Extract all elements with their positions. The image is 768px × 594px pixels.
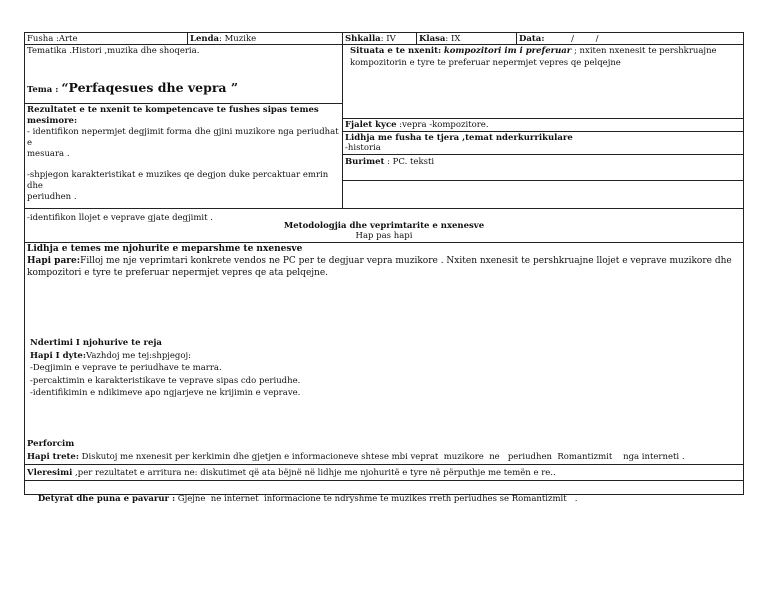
ndertimi-line: -Degjimin e veprave te periudhave te marra.	[30, 363, 222, 373]
tema-separator: :	[52, 85, 62, 95]
rezultatet-heading-cont: mesimore:	[27, 116, 78, 126]
fjalet-label: Fjalet kyce	[345, 120, 397, 130]
tema-label: Tema	[27, 85, 53, 95]
vleresimi-label: Vleresimi	[27, 468, 73, 478]
tematika-text: Tematika .Histori ,muzika dhe shoqeria.	[27, 46, 200, 56]
situata-label: Situata e te nxenit:	[350, 46, 442, 56]
burimet-value: : PC. teksti	[384, 157, 435, 167]
perforcim-heading: Perforcim	[27, 439, 75, 449]
data-value: / /	[571, 34, 599, 44]
hapi-pare-text: Filloj me nje veprimtari konkrete vendos ne PC per te degjuar vepra muzikore . Nxiten nxenesit te pershkruajne llojet e veprave muzikore dhe	[80, 256, 732, 266]
lenda-label: Lenda	[190, 34, 220, 44]
rezultatet-item: - identifikon nepermjet degjimit forma dhe gjini muzikore nga periudhat e	[27, 127, 339, 148]
metodologjia-title: Metodologjia dhe veprimtarite e nxenesve	[283, 221, 485, 231]
situata-text-cont: kompozitorin e tyre te preferuar nepermjet vepres qe pelqejne	[350, 58, 621, 68]
vleresimi	[24, 467, 744, 479]
ndertimi-heading: Ndertimi I njohurive te reja	[30, 338, 162, 348]
situata-text: ; nxiten nxenesit te pershkruajne	[571, 46, 717, 56]
hapi-pare-label: Hapi pare:	[27, 256, 81, 266]
lidhja-fusha-value: -historia	[345, 143, 381, 153]
burimet-label: Burimet	[345, 157, 385, 167]
ndertimi-section	[27, 336, 742, 401]
situata-emphasis: kompozitori im i preferuar	[443, 46, 572, 56]
lidhja-njohurite-heading: Lidhja e temes me njohurite e meparshme te nxenesve	[27, 244, 303, 254]
fjalet-kyce	[342, 119, 744, 131]
rezultatet-heading: Rezultatet e te nxenit te kompetencave te fushes sipas temes	[27, 105, 319, 115]
fjalet-value: :vepra -kompozitore.	[396, 120, 489, 130]
hapi-pare-text-cont: kompozitori e tyre te preferuar nepermjet vepres qe ata pelqejne.	[27, 268, 329, 278]
vleresimi-text: ,per rezultatet e arritura ne: diskutimet që ata bëjnë në lidhje me njohuritë e tyre në përputhje me temën e re..	[72, 468, 556, 478]
lenda-value: : Muzike	[219, 34, 257, 44]
hapi-trete-label: Hapi trete:	[27, 451, 79, 462]
lidhja-fusha-label: Lidhja me fusha te tjera ,temat nderkurrikulare	[345, 133, 573, 143]
data-label: Data:	[519, 34, 545, 44]
rezultatet-item: -shpjegon karakteristikat e muzikes qe degjon duke percaktuar emrin dhe	[27, 170, 329, 191]
hapi-dyte-text: Vazhdoj me tej:shpjegoj:	[85, 350, 191, 361]
hapi-trete-text: Diskutoj me nxenesit per kerkimin dhe gjetjen e informacioneve shtese mbi veprat muzikore ne periudhen Romantizmit nga interneti .	[78, 451, 685, 462]
rezultatet-item-cont: periudhen .	[27, 192, 77, 202]
ndertimi-line: -identifikimin e ndikimeve apo ngjarjeve ne krijimin e veprave.	[30, 388, 301, 398]
tema-value: “Perfaqesues dhe vepra ”	[61, 80, 239, 95]
rezultatet-item: -identifikon llojet e veprave gjate degjimit .	[27, 213, 213, 223]
ndertimi-line: -percaktimin e karakteristikave te veprave sipas cdo periudhe.	[30, 375, 301, 386]
detyrat	[24, 483, 744, 515]
metodologjia-subtitle: Hap pas hapi	[355, 231, 413, 241]
situata-section	[344, 44, 744, 70]
metodologjia-heading	[24, 220, 744, 242]
lidhja-njohurite	[24, 242, 744, 280]
shkalla-label: Shkalla	[345, 34, 381, 44]
perforcim-section	[24, 437, 744, 464]
detyrat-text: Gjejne ne internet informacione te ndryshme te muzikes rreth periudhes se Romantizmit .	[175, 494, 578, 504]
burimet	[342, 156, 744, 168]
hapi-dyte-label: Hapi I dyte:	[30, 350, 86, 361]
detyrat-label: Detyrat dhe puna e pavarur :	[37, 494, 176, 504]
fusha-field: Fusha :Arte	[27, 34, 78, 44]
rezultatet-section	[24, 104, 342, 225]
tema-line	[24, 76, 342, 97]
lidhja-fusha	[342, 132, 744, 154]
shkalla-value: : IV	[380, 34, 396, 44]
klasa-label: Klasa	[419, 34, 446, 44]
rezultatet-item-cont: mesuara .	[27, 149, 70, 159]
klasa-value: : IX	[445, 34, 461, 44]
